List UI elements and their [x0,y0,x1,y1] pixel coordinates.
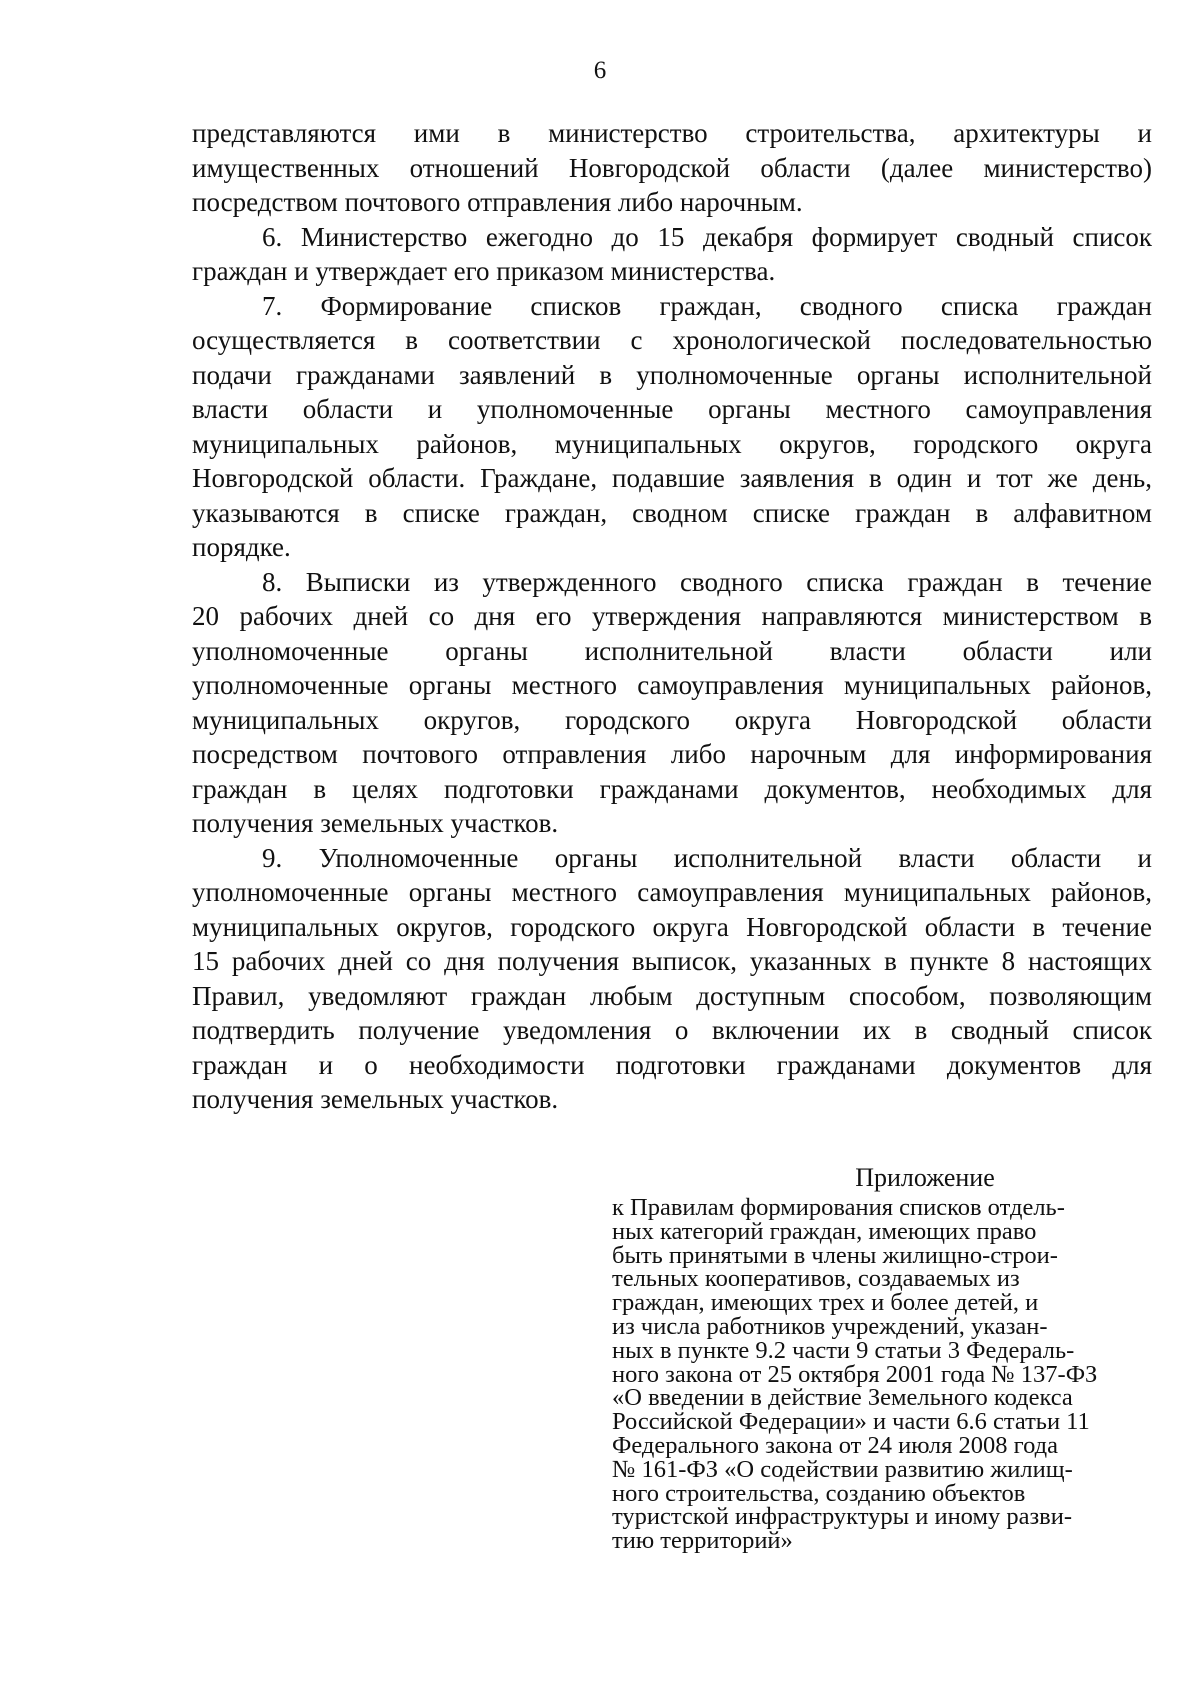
text-line: осуществляется в соответствии с хронологической последовательностью [192,325,1152,355]
text-line: 20 рабочих дней со дня его утверждения направляются министерством в [192,601,1152,631]
text-line: получения земельных участков. [192,1084,559,1114]
text-line: подачи гражданами заявлений в уполномоченные органы исполнительной [192,359,1152,390]
appendix-line: граждан, имеющих трех и более детей, и [612,1289,1039,1317]
appendix-line: Российской Федерации» и части 6.6 статьи 11 [612,1408,1090,1436]
text-line: посредством почтового отправления либо нарочным. [192,187,803,217]
appendix-line: туристской инфраструктуры и иному разви- [612,1503,1072,1531]
appendix-line: тию территорий» [612,1527,793,1555]
text-line: муниципальных округов, городского округа Новгородской области в течение [192,911,1152,942]
paragraph-item-7 [192,289,1152,565]
text-line: 7. Формирование списков граждан, сводного списка граждан [262,290,1152,321]
appendix-line: ных категорий граждан, имеющих право [612,1217,1037,1245]
text-line: уполномоченные органы местного самоуправления муниципальных районов, [192,670,1152,700]
appendix-line: быть принятыми в члены жилищно-строи- [612,1241,1058,1269]
text-line: 15 рабочих дней со дня получения выписок, указанных в пункте 8 настоящих [192,946,1152,976]
text-line: порядке. [192,532,291,562]
text-line: муниципальных округов, городского округа Новгородской области [192,704,1152,735]
text-line: получения земельных участков. [192,808,559,838]
document-body [192,116,1152,1117]
paragraph-item-6 [192,220,1152,289]
text-line: Правил, уведомляют граждан любым доступным способом, позволяющим [192,980,1152,1011]
text-line: граждан и утверждает его приказом министерства. [192,256,776,286]
paragraph-continuation [192,116,1152,220]
page-number: 6 [593,57,607,84]
text-line: муниципальных районов, муниципальных округов, городского округа [192,428,1152,459]
text-line: 8. Выписки из утвержденного сводного списка граждан в течение [262,566,1152,597]
appendix-line: из числа работников учреждений, указан- [612,1312,1048,1340]
text-line: уполномоченные органы местного самоуправления муниципальных районов, [192,877,1152,907]
appendix-line: ных в пункте 9.2 части 9 статьи 3 Федераль- [612,1336,1075,1364]
text-line: власти области и уполномоченные органы местного самоуправления [192,394,1152,424]
text-line: Новгородской области. Граждане, подавшие заявления в один и тот же день, [192,463,1152,493]
text-line: граждан в целях подготовки гражданами документов, необходимых для [192,773,1152,804]
text-line: посредством почтового отправления либо нарочным для информирования [192,739,1152,769]
paragraph-item-8 [192,565,1152,841]
text-line: подтвердить получение уведомления о включении их в сводный список [192,1015,1152,1045]
text-line: уполномоченные органы исполнительной власти области или [192,635,1152,666]
text-line: граждан и о необходимости подготовки гражданами документов для [192,1049,1152,1080]
paragraph-item-9 [192,841,1152,1117]
text-line: представляются ими в министерство строительства, архитектуры и [192,118,1152,148]
text-line: имущественных отношений Новгородской области (далее министерство) [192,152,1152,183]
appendix-line: «О введении в действие Земельного кодекса [612,1384,1073,1412]
text-line: указываются в списке граждан, сводном списке граждан в алфавитном [192,497,1152,528]
appendix-line: ного строительства, созданию объектов [612,1479,1026,1507]
text-line: 9. Уполномоченные органы исполнительной власти области и [262,842,1152,873]
appendix-line: Федерального закона от 24 июля 2008 года [612,1431,1058,1459]
appendix-line: тельных кооперативов, создаваемых из [612,1265,1020,1293]
appendix-line: к Правилам формирования списков отдель- [612,1194,1065,1221]
appendix-line: № 161-ФЗ «О содействии развитию жилищ- [612,1455,1073,1483]
text-line: 6. Министерство ежегодно до 15 декабря формирует сводный список [262,221,1152,252]
appendix-block [612,1162,1158,1553]
appendix-title: Приложение [855,1163,995,1192]
appendix-line: ного закона от 25 октября 2001 года № 137-ФЗ [612,1360,1098,1388]
